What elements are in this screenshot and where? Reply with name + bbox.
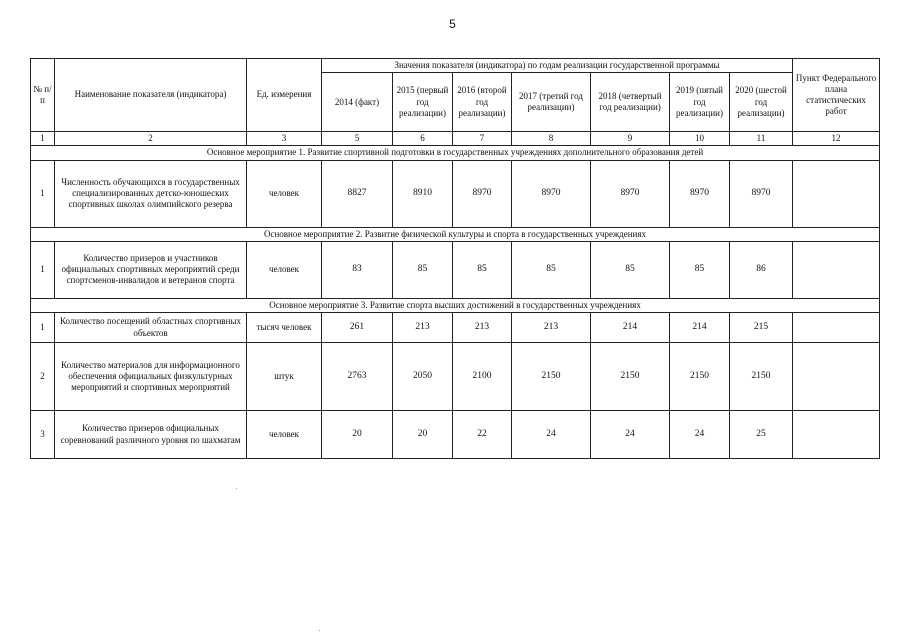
column-number: 7 [453,132,512,146]
scan-speck [236,488,237,489]
table-row [31,343,880,411]
header-col-plan: Пункт Федерального плана статистических работ [793,59,880,132]
value-cell: 24 [512,411,591,459]
table-row [31,160,880,227]
indicator-name: Количество материалов для информационного обеспечения официальных физкультурных мероприятий и спортивных мероприятий [55,343,247,411]
plan-cell [793,313,880,343]
value-cell: 24 [591,411,670,459]
value-cell: 2050 [393,343,453,411]
value-cell: 85 [512,241,591,298]
column-number: 11 [730,132,793,146]
value-cell: 8970 [670,160,730,227]
header-year: 2019 (пятый год реализации) [670,73,730,132]
value-cell: 2150 [512,343,591,411]
value-cell: 2100 [453,343,512,411]
column-number: 3 [247,132,322,146]
value-cell: 83 [322,241,393,298]
header-year: 2016 (второй год реализации) [453,73,512,132]
indicator-name: Количество посещений областных спортивных объектов [55,313,247,343]
column-number: 10 [670,132,730,146]
header-year: 2017 (третий год реализации) [512,73,591,132]
indicator-unit: штук [247,343,322,411]
value-cell: 8970 [730,160,793,227]
value-cell: 261 [322,313,393,343]
value-cell: 8970 [512,160,591,227]
indicator-name: Численность обучающихся в государственных специализированных детско-юношеских спортивных школах олимпийского резерва [55,160,247,227]
indicator-unit: человек [247,411,322,459]
column-number: 12 [793,132,880,146]
column-number: 5 [322,132,393,146]
section-title: Основное мероприятие 3. Развитие спорта высших достижений в государственных учреждениях [31,298,880,312]
value-cell: 8970 [591,160,670,227]
column-number: 8 [512,132,591,146]
value-cell: 2150 [670,343,730,411]
value-cell: 2763 [322,343,393,411]
section-title: Основное мероприятие 1. Развитие спортивной подготовки в государственных учреждениях дополнительного образования детей [31,146,880,160]
value-cell: 85 [670,241,730,298]
column-number: 9 [591,132,670,146]
row-number: 1 [31,160,55,227]
row-number: 2 [31,343,55,411]
value-cell: 8910 [393,160,453,227]
value-cell: 24 [670,411,730,459]
column-numbers-row [31,132,880,146]
page-number: 5 [449,17,456,31]
value-cell: 213 [393,313,453,343]
section-title: Основное мероприятие 2. Развитие физической культуры и спорта в государственных учреждениях [31,227,880,241]
indicator-unit: человек [247,160,322,227]
value-cell: 85 [591,241,670,298]
value-cell: 20 [322,411,393,459]
header-col-num: № п/п [31,59,55,132]
section-header-row [31,227,880,241]
row-number: 3 [31,411,55,459]
header-col-name: Наименование показателя (индикатора) [55,59,247,132]
value-cell: 214 [591,313,670,343]
table-row [31,313,880,343]
table-row [31,411,880,459]
value-cell: 85 [453,241,512,298]
header-col-unit: Ед. измерения [247,59,322,132]
header-year: 2015 (первый год реализации) [393,73,453,132]
indicator-unit: человек [247,241,322,298]
value-cell: 20 [393,411,453,459]
value-cell: 2150 [591,343,670,411]
section-header-row [31,146,880,160]
value-cell: 214 [670,313,730,343]
indicator-unit: тысяч человек [247,313,322,343]
value-cell: 213 [453,313,512,343]
indicator-name: Количество призеров и участников официальных спортивных мероприятий среди спортсменов-инвалидов и ветеранов спорта [55,241,247,298]
header-row-top [31,59,880,73]
value-cell: 8970 [453,160,512,227]
value-cell: 85 [393,241,453,298]
value-cell: 2150 [730,343,793,411]
header-group-title: Значения показателя (индикатора) по годам реализации государственной программы [322,59,793,73]
scan-speck [319,630,320,631]
value-cell: 22 [453,411,512,459]
column-number: 2 [55,132,247,146]
indicator-name: Количество призеров официальных соревнований различного уровня по шахматам [55,411,247,459]
value-cell: 8827 [322,160,393,227]
value-cell: 215 [730,313,793,343]
plan-cell [793,343,880,411]
row-number: 1 [31,241,55,298]
column-number: 6 [393,132,453,146]
indicators-table [30,58,880,459]
value-cell: 86 [730,241,793,298]
header-year: 2020 (шестой год реализации) [730,73,793,132]
section-header-row [31,298,880,312]
plan-cell [793,160,880,227]
value-cell: 25 [730,411,793,459]
table-row [31,241,880,298]
header-year: 2018 (четвертый год реализации) [591,73,670,132]
value-cell: 213 [512,313,591,343]
header-year: 2014 (факт) [322,73,393,132]
plan-cell [793,411,880,459]
row-number: 1 [31,313,55,343]
plan-cell [793,241,880,298]
column-number: 1 [31,132,55,146]
